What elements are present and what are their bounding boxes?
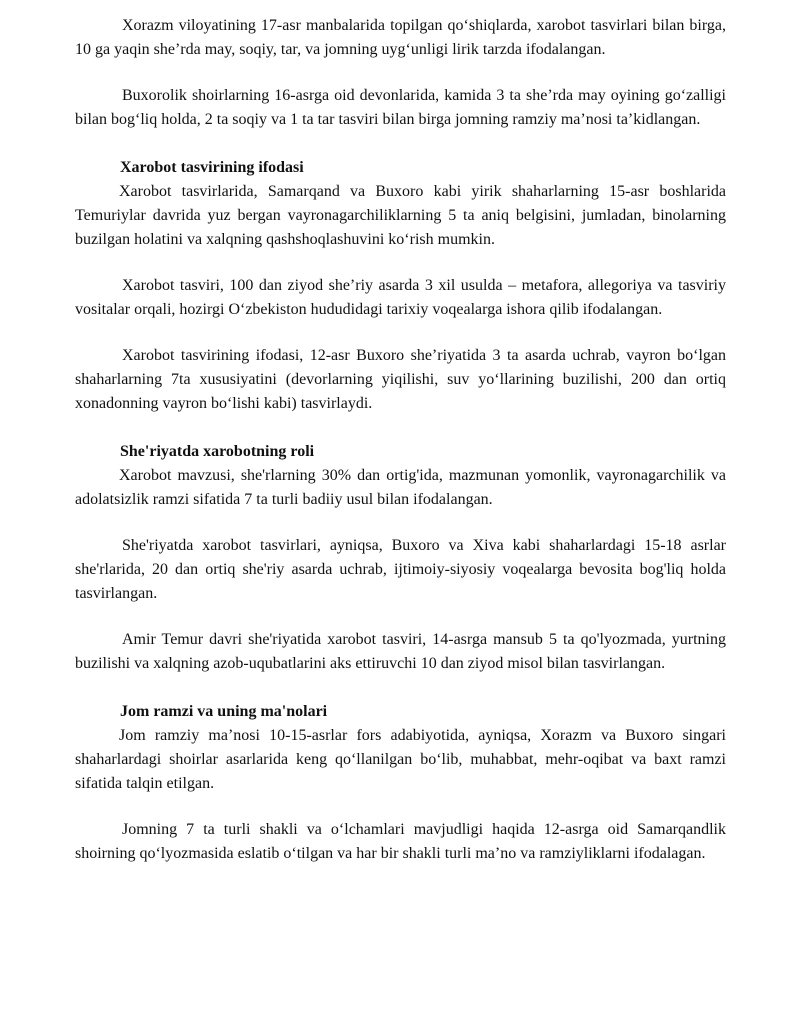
paragraph: Jom ramziy ma’nosi 10-15-asrlar fors adabiyotida, ayniqsa, Xorazm va Buxoro singari shaharlardagi shoirlar asarlarida keng qo‘llanilgan bo‘lib, muhabbat, mehr-oqibat va baxt ramzi sifatida talqin etilgan.	[75, 727, 726, 792]
paragraph: Xarobot tasviri, 100 dan ziyod she’riy asarda 3 xil usulda – metafora, allegoriya va tasviriy vositalar orqali, hozirgi O‘zbekiston hududidagi tarixiy voqealarga ishora qilib ifodalangan.	[75, 277, 726, 318]
section-heading: Jom ramzi va uning ma'nolari	[120, 703, 328, 720]
section-heading: Xarobot tasvirining ifodasi	[120, 159, 304, 176]
paragraph: Xorazm viloyatining 17-asr manbalarida topilgan qo‘shiqlarda, xarobot tasvirlari bilan birga, 10 ga yaqin she’rda may, soqiy, tar, va jomning uyg‘unligi lirik tarzda ifodalangan.	[75, 17, 726, 58]
paragraph: Amir Temur davri she'riyatida xarobot tasviri, 14-asrga mansub 5 ta qo'lyozmada, yurtning buzilishi va xalqning azob-uqubatlarini aks ettiruvchi 10 dan ziyod misol bilan tasvirlangan.	[75, 631, 726, 672]
paragraph: Xarobot tasvirining ifodasi, 12-asr Buxoro she’riyatida 3 ta asarda uchrab, vayron bo‘lgan shaharlarning 7ta xususiyatini (devorlarning yiqilishi, suv yo‘llarining buzilishi, 200 dan ortiq xonadonning vayron bo‘lishi kabi) tasvirlaydi.	[75, 347, 726, 412]
paragraph: Buxorolik shoirlarning 16-asrga oid devonlarida, kamida 3 ta she’rda may oyining go‘zalligi bilan bog‘liq holda, 2 ta soqiy va 1 ta tar tasviri bilan birga jomning ramziy ma’nosi ta’kidlangan.	[75, 87, 726, 128]
paragraph: Jomning 7 ta turli shakli va o‘lchamlari mavjudligi haqida 12-asrga oid Samarqandlik shoirning qo‘lyozmasida eslatib o‘tilgan va har bir shakli turli ma’no va ramziyliklarni ifodalagan.	[75, 821, 726, 862]
paragraph: Xarobot tasvirlarida, Samarqand va Buxoro kabi yirik shaharlarning 15-asr boshlarida Temuriylar davrida yuz bergan vayronagarchiliklarning 5 ta aniq belgisini, jumladan, binolarning buzilgan holatini va xalqning qashshoqlashuvini ko‘rish mumkin.	[75, 183, 726, 248]
section-heading: She'riyatda xarobotning roli	[120, 443, 315, 460]
paragraph: Xarobot mavzusi, she'rlarning 30% dan ortig'ida, mazmunan yomonlik, vayronagarchilik va adolatsizlik ramzi sifatida 7 ta turli badiiy usul bilan ifodalangan.	[75, 467, 726, 508]
document-page	[75, 14, 726, 866]
paragraph: She'riyatda xarobot tasvirlari, ayniqsa, Buxoro va Xiva kabi shaharlardagi 15-18 asrlar she'rlarida, 20 dan ortiq she'riy asarda uchrab, ijtimoiy-siyosiy voqealarga bevosita bog'liq holda tasvirlangan.	[75, 537, 726, 602]
